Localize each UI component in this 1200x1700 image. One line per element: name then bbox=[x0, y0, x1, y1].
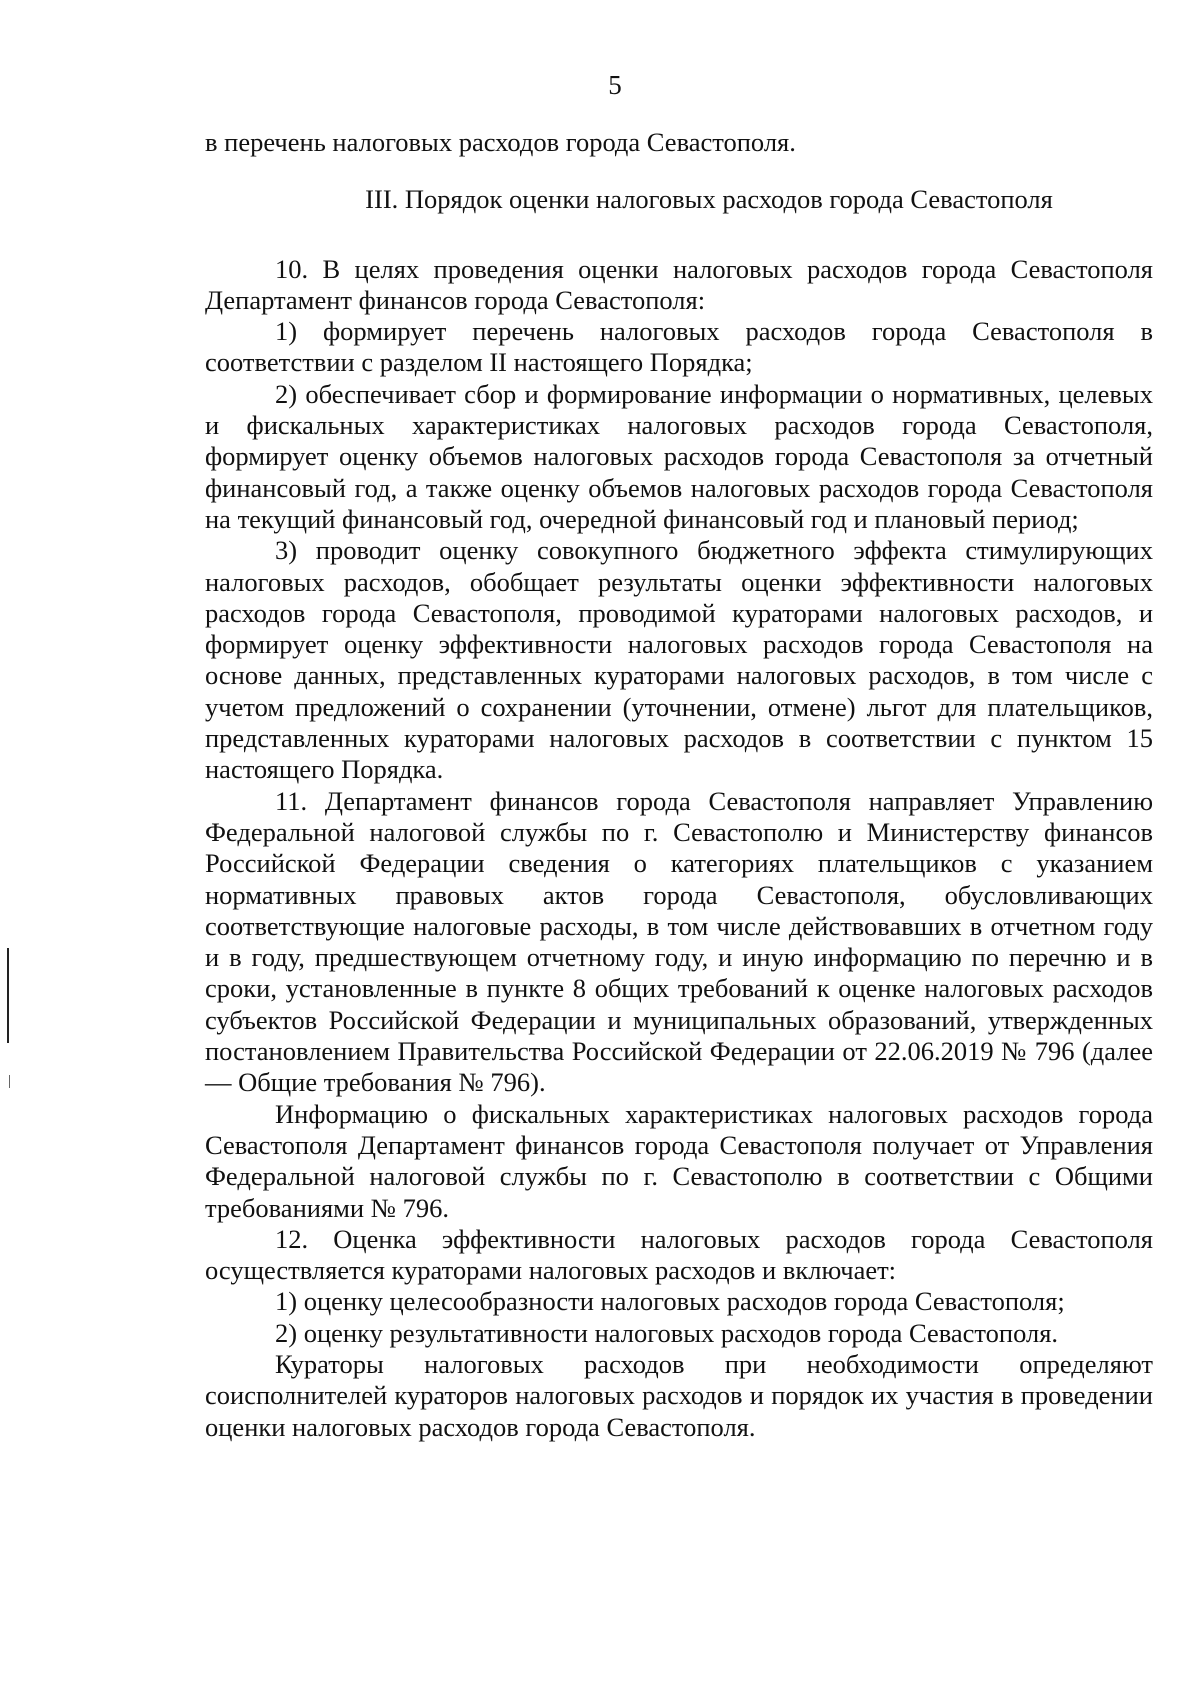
continuation-line: в перечень налоговых расходов города Севастополя. bbox=[205, 127, 796, 157]
paragraph-12-curators: Кураторы налоговых расходов при необходимости определяют соисполнителей кураторов налоговых расходов и порядок их участия в проведении оценки налоговых расходов города Севастополя. bbox=[205, 1348, 1153, 1442]
scan-margin-line bbox=[7, 948, 9, 1043]
paragraph-10-item-3: 3) проводит оценку совокупного бюджетного эффекта стимулирующих налоговых расходов, обобщает результаты оценки эффективности налоговых расходов города Севастополя, проводимой кураторами налоговых расходов, и формирует оценку эффективности налоговых расходов города Севастополя на основе данных, представленных кураторами налоговых расходов, в том числе с учетом предложений о сохранении (уточнении, отмене) льгот для плательщиков, представленных кураторами налоговых расходов в соответствии с пунктом 15 настоящего Порядка. bbox=[205, 535, 1153, 785]
paragraph-10-item-2: 2) обеспечивает сбор и формирование информации о нормативных, целевых и фискальных характеристиках налоговых расходов города Севастополя, формирует оценку объемов налоговых расходов города Севастополя за отчетный финансовый год, а также оценку объемов налоговых расходов города Севастополя на текущий финансовый год, очередной финансовый год и плановый период; bbox=[205, 378, 1153, 534]
paragraph-10: 10. В целях проведения оценки налоговых расходов города Севастополя Департамент финансов города Севастополя: bbox=[205, 253, 1153, 315]
page-number: 5 bbox=[608, 70, 622, 100]
scan-margin-line bbox=[9, 1075, 10, 1088]
paragraph-11: 11. Департамент финансов города Севастополя направляет Управлению Федеральной налоговой службы по г. Севастополю и Министерству финансов Российской Федерации сведения о категориях плательщиков с указанием нормативных правовых актов города Севастополя, обусловливающих соответствующие налоговые расходы, в том числе действовавших в отчетном году и в году, предшествующем отчетному году, и иную информацию по перечню и в сроки, установленные в пункте 8 общих требований к оценке налоговых расходов субъектов Российской Федерации и муниципальных образований, утвержденных постановлением Правительства Российской Федерации от 22.06.2019 № 796 (далее — Общие требования № 796). bbox=[205, 785, 1153, 1098]
paragraph-11-fiscal-info: Информацию о фискальных характеристиках налоговых расходов города Севастополя Департамент финансов города Севастополя получает от Управления Федеральной налоговой службы по г. Севастополю в соответствии с Общими требованиями № 796. bbox=[205, 1098, 1153, 1223]
document-body bbox=[205, 127, 1153, 1443]
section-heading: III. Порядок оценки налоговых расходов города Севастополя bbox=[365, 184, 1053, 215]
paragraph-12: 12. Оценка эффективности налоговых расходов города Севастополя осуществляется кураторами налоговых расходов и включает: bbox=[205, 1223, 1153, 1286]
paragraph-12-item-2: 2) оценку результативности налоговых расходов города Севастополя. bbox=[275, 1317, 1059, 1348]
paragraph-10-item-1: 1) формирует перечень налоговых расходов города Севастополя в соответствии с разделом II настоящего Порядка; bbox=[205, 316, 1153, 378]
paragraph-12-item-1: 1) оценку целесообразности налоговых расходов города Севастополя; bbox=[275, 1286, 1065, 1317]
